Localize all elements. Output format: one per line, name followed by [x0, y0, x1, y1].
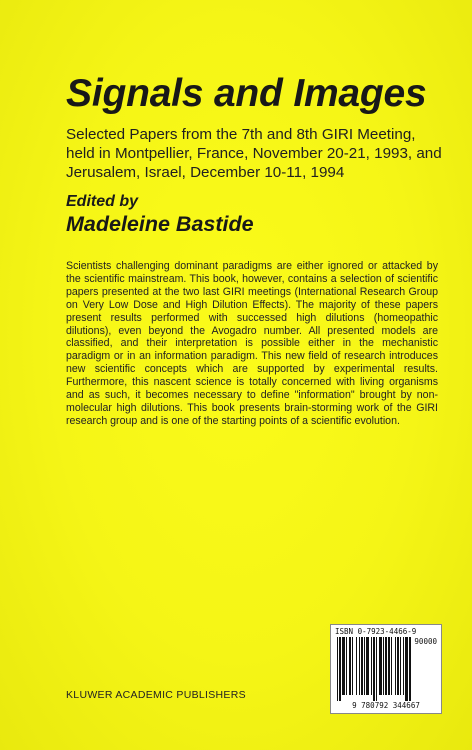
isbn-number: ISBN 0-7923-4466-9: [335, 627, 417, 636]
book-description: Scientists challenging dominant paradigms are either ignored or attacked by the scientific mainstream. This book, however, contains a selection of scientific papers presented at the two last GIRI meetings (International Research Group on Very Low Dose and High Dilution Effects). The majority of these papers present results performed with successed high dilutions (homeopathic dilutions), even beyond the Avogadro number. All presented models are classified, and their interpretation is possible either in the mechanistic paradigm or in an information paradigm. This new field of research introduces new scientific concepts which are supported by experimental results. Furthermore, this nascent science is totally concerned with living organisms and as such, it becomes necessary to define "information" brought by non-molecular high dilutions. This book presents brain-storming work of the GIRI research group and is one of the starting points of a scientific evolution.: [66, 260, 438, 427]
book-title: Signals and Images: [66, 72, 427, 115]
price-addon: 90000: [414, 637, 437, 646]
edited-by-label: Edited by: [66, 193, 139, 210]
barcode-bars: [337, 637, 435, 701]
ean-number: 9 780792 344667: [352, 701, 420, 710]
barcode-label: [330, 624, 442, 714]
book-subtitle: Selected Papers from the 7th and 8th GIRI Meeting, held in Montpellier, France, November 20-21, 1993, and Jerusalem, Israel, December 10-11, 1994: [66, 126, 442, 181]
publisher-name: KLUWER ACADEMIC PUBLISHERS: [66, 689, 246, 701]
editor-name: Madeleine Bastide: [66, 212, 254, 236]
